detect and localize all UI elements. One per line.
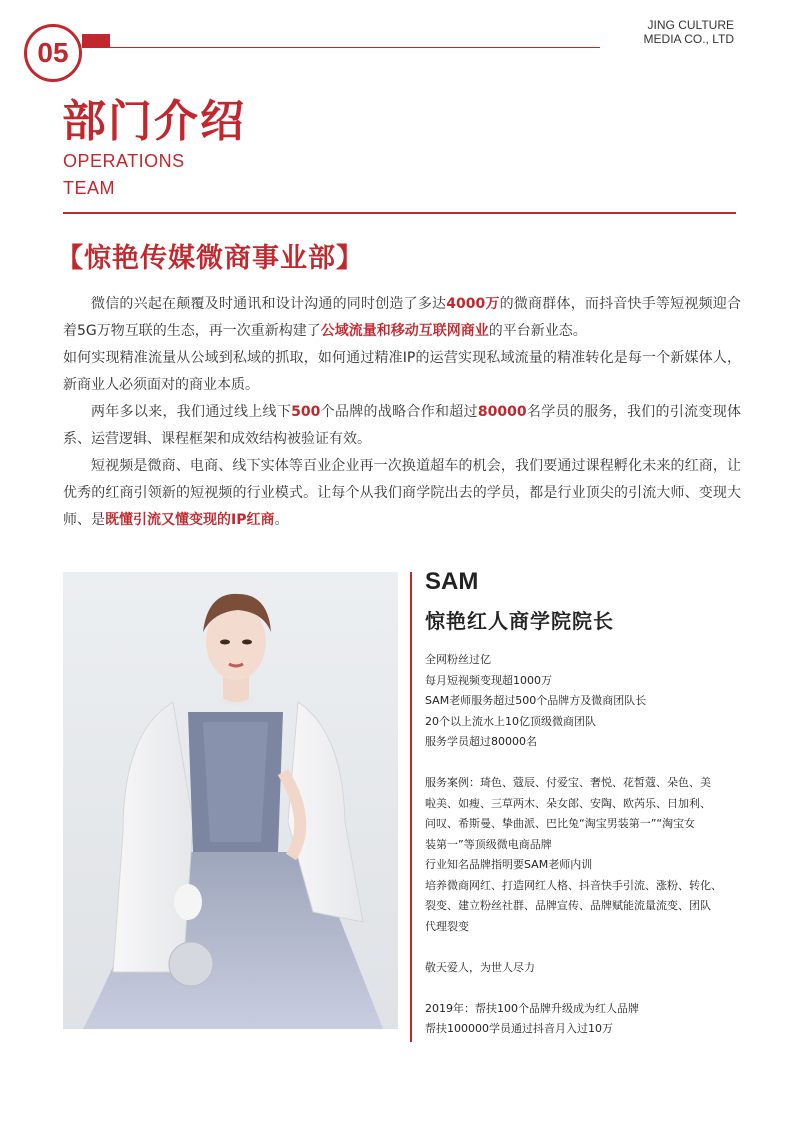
case-line: 啦美、如瘦、三草两木、朵女郎、安陶、欧芮乐、日加利、 bbox=[425, 796, 711, 810]
case-line: 代理裂变 bbox=[425, 919, 469, 933]
page-number-badge bbox=[24, 24, 82, 82]
company-name bbox=[644, 18, 734, 46]
section-title: 【惊艳传媒微商事业部】 bbox=[56, 243, 364, 274]
header-rule bbox=[110, 47, 600, 48]
profile-details bbox=[425, 650, 745, 1040]
page-number: 05 bbox=[37, 37, 69, 68]
achievement-line: 帮扶100000学员通过抖音月入过10万 bbox=[425, 1022, 613, 1035]
profile-role: 惊艳红人商学院院长 bbox=[425, 609, 614, 633]
profile-name: SAM bbox=[425, 568, 479, 595]
case-line: 装第一”等顶级微电商品牌 bbox=[425, 837, 552, 851]
profile-photo bbox=[63, 572, 398, 1029]
profile-divider bbox=[410, 572, 412, 1042]
page-title: 部门介绍 bbox=[62, 96, 246, 147]
company-name-line2: MEDIA CO., LTD bbox=[643, 32, 734, 46]
intro-text bbox=[63, 291, 741, 534]
company-name-line1: JING CULTURE bbox=[647, 18, 734, 32]
page-subtitle bbox=[63, 148, 185, 202]
case-line: 培养微商网红、打造网红人格、抖音快手引流、涨粉、转化、 bbox=[425, 878, 722, 892]
intro-paragraph-4: 短视频是微商、电商、线下实体等百业企业再一次换道超车的机会，我们要通过课程孵化未来的红商，让优秀的红商引领新的短视频的行业模式。让每个从我们商学院出去的学员，都是行业顶尖的引流大师、变现大师、是既懂引流又懂变现的IP红商。 bbox=[63, 458, 741, 528]
intro-paragraph-3: 两年多以来，我们通过线上线下500个品牌的战略合作和超过80000名学员的服务，我们的引流变现体系、运营逻辑、课程框架和成效结构被验证有效。 bbox=[63, 404, 742, 447]
portrait-illustration bbox=[63, 572, 398, 1029]
case-line: 裂变、建立粉丝社群、品牌宣传、品牌赋能流量流变、团队 bbox=[425, 899, 711, 912]
stat-line: SAM老师服务超过500个品牌方及微商团队长 bbox=[425, 694, 647, 707]
case-line: 行业知名品牌指明要SAM老师内训 bbox=[425, 858, 593, 871]
case-line: 服务案例：琦色、蔻辰、付爱宝、奢悦、花皙蔻、朵色、美 bbox=[425, 776, 711, 789]
stat-line: 每月短视频变现超1000万 bbox=[425, 673, 552, 687]
stat-line: 服务学员超过80000名 bbox=[425, 735, 537, 748]
header-accent-bar bbox=[82, 34, 110, 48]
stat-line: 20个以上流水上10亿顶级微商团队 bbox=[425, 714, 596, 728]
page-subtitle-line1: OPERATIONS bbox=[63, 151, 185, 171]
intro-paragraph-1: 微信的兴起在颠覆及时通讯和设计沟通的同时创造了多达4000万的微商群体，而抖音快手等短视频迎合着5G万物互联的生态，再一次重新构建了公域流量和移动互联网商业的平台新业态。 bbox=[63, 296, 742, 339]
achievement-line: 2019年：帮扶100个品牌升级成为红人品牌 bbox=[425, 1001, 639, 1015]
motto: 敬天爱人，为世人尽力 bbox=[425, 960, 535, 974]
intro-paragraph-2: 如何实现精准流量从公域到私域的抓取，如何通过精准IP的运营实现私域流量的精准转化是每一个新媒体人，新商业人必须面对的商业本质。 bbox=[63, 350, 741, 393]
page-subtitle-line2: TEAM bbox=[63, 178, 116, 198]
title-rule bbox=[63, 212, 736, 214]
case-line: 问叹、希斯曼、挚曲派、巴比兔“淘宝男装第一”“淘宝女 bbox=[425, 817, 696, 830]
stat-line: 全网粉丝过亿 bbox=[425, 653, 491, 666]
